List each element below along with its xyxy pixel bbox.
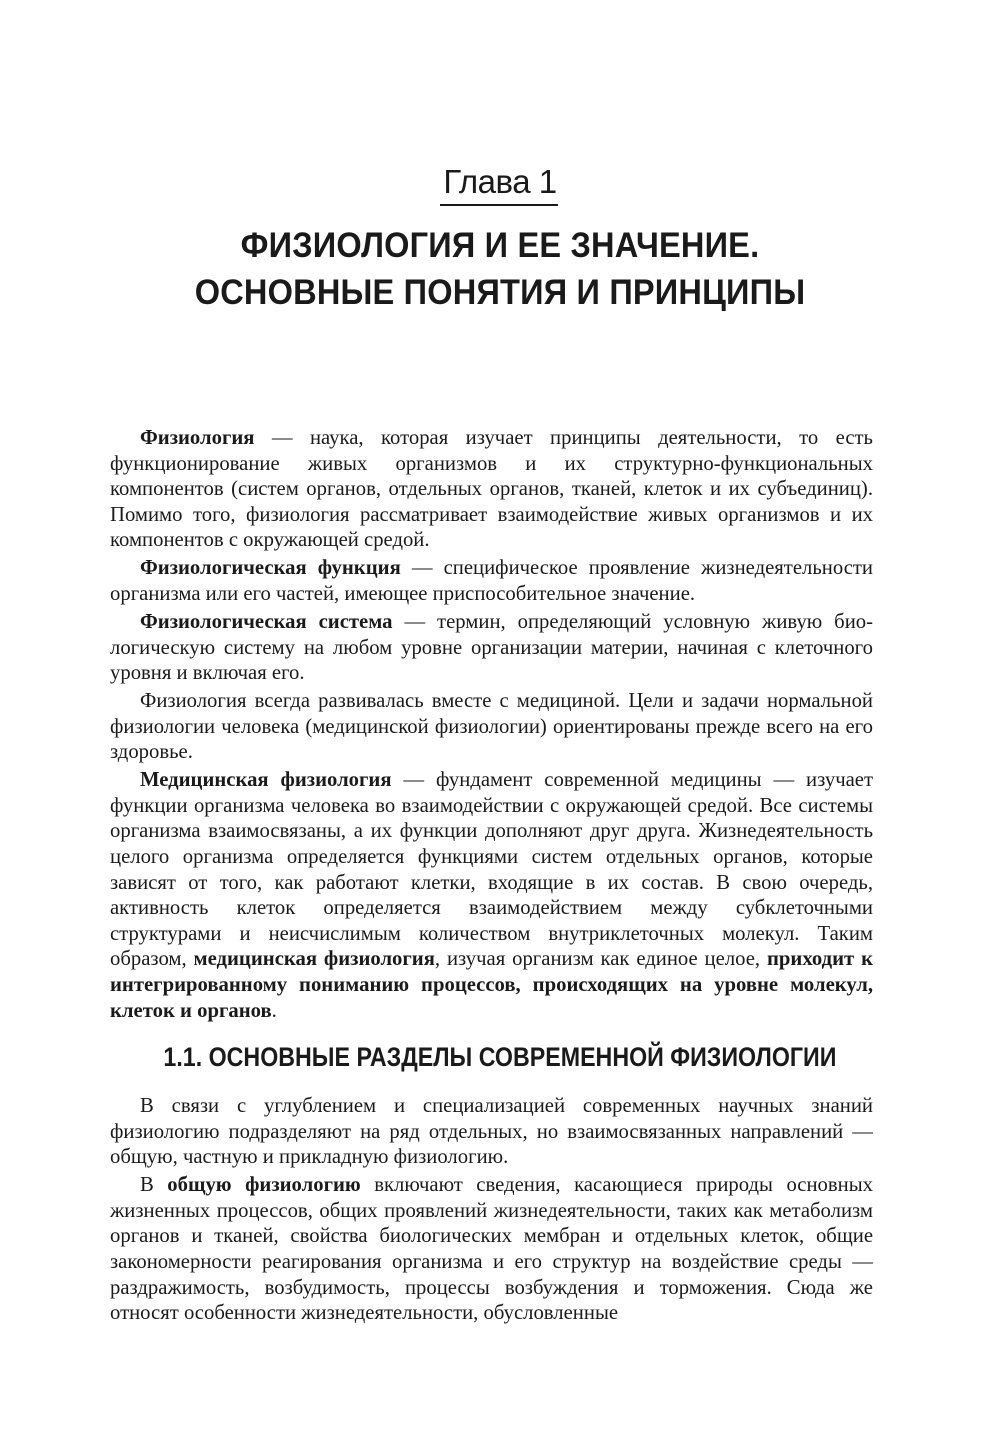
- term: Физиологическая система: [140, 610, 393, 633]
- paragraph-text: .: [271, 999, 277, 1022]
- term: Физиологическая функция: [140, 557, 401, 580]
- term: медицинская физиология: [193, 948, 435, 971]
- section-text: [110, 1094, 873, 1329]
- chapter-title: [35, 222, 965, 316]
- paragraph-text: — термин, определяющий условную живую биологическую систему на любом уровне организации материи, начиная с клеточного уровня и включая его.: [110, 610, 873, 685]
- paragraph-text: — наука, которая изучает принципы деятельности, то есть функционирование живых организмов и их структурно-функциональных компонентов (систем органов, отдельных органов, тканей, клеток и их субъединиц). Помимо того, физиология рассматривает взаимодействие живых организмов и их компонентов с окружающей средой.: [110, 427, 873, 552]
- paragraph-text: — фундамент современной медицины — изучает функции организма человека во взаимодействии с окружающей средой. Все системы организма взаимосвязаны, а их функции дополняют друг друга. Жизнедеятельность целого организма определяется функциями систем отдельных органов, которые зависят от того, как работают клетки, входящие в их состав. В свою очередь, активность клеток определяется взаимодействием между субклеточными структурами и неисчислимым количеством внутриклеточных молекул. Таким образом,: [110, 769, 874, 971]
- paragraph-text: , изучая организм как единое целое,: [434, 948, 767, 971]
- chapter-title-line-2: ОСНОВНЫЕ ПОНЯТИЯ И ПРИНЦИПЫ: [194, 273, 806, 312]
- term: приходит к интегрированному пониманию процессов, происходящих на уровне молекул, клеток и органов: [110, 948, 873, 1022]
- chapter-underline: [440, 204, 558, 206]
- paragraph-medical-physiology: [110, 768, 873, 1024]
- intro-text: [110, 426, 873, 1027]
- term: общую физиологию: [167, 1174, 361, 1197]
- paragraph-general-physiology: [110, 1173, 873, 1327]
- paragraph-text: В: [140, 1174, 168, 1197]
- paragraph-medicine: Физиология всегда развивалась вместе с медициной. Цели и задачи нормальной физиологии человека (медицинской физиологии) ориентированы прежде всего на его здоровье.: [110, 690, 873, 764]
- paragraph-physiological-function: [110, 556, 873, 607]
- paragraph-physiological-system: [110, 610, 873, 687]
- paragraph-physiology-definition: [110, 426, 873, 554]
- paragraph-text: — специфическое проявление жизнедеятельности организма или его частей, имеющее приспособительное значение.: [110, 557, 873, 605]
- section-heading: 1.1. ОСНОВНЫЕ РАЗДЕЛЫ СОВРЕМЕННОЙ ФИЗИОЛОГИИ: [163, 1042, 837, 1072]
- paragraph-branches: В связи с углублением и специализацией современных научных знаний физиологию подразделяют на ряд отдельных, но взаимосвязанных направлений — общую, частную и прикладную физиологию.: [110, 1095, 873, 1169]
- paragraph-text: включают сведения, касающиеся природы основных жизненных процессов, общих проявлений жизнедеятельности, таких как метаболизм органов и тканей, свойства биологических мембран и отдельных клеток, общие закономерности реагирования организма и его структур на воздействие среды — раздражимость, возбудимость, процессы возбуждения и торможения. Сюда же относят особенности жизнедеятельности, обусловленные: [110, 1174, 873, 1325]
- term: Физиология: [140, 427, 255, 449]
- chapter-label: Глава 1: [443, 163, 557, 200]
- term: Медицинская физиология: [140, 769, 392, 792]
- chapter-title-line-1: ФИЗИОЛОГИЯ И ЕЕ ЗНАЧЕНИЕ.: [240, 226, 760, 265]
